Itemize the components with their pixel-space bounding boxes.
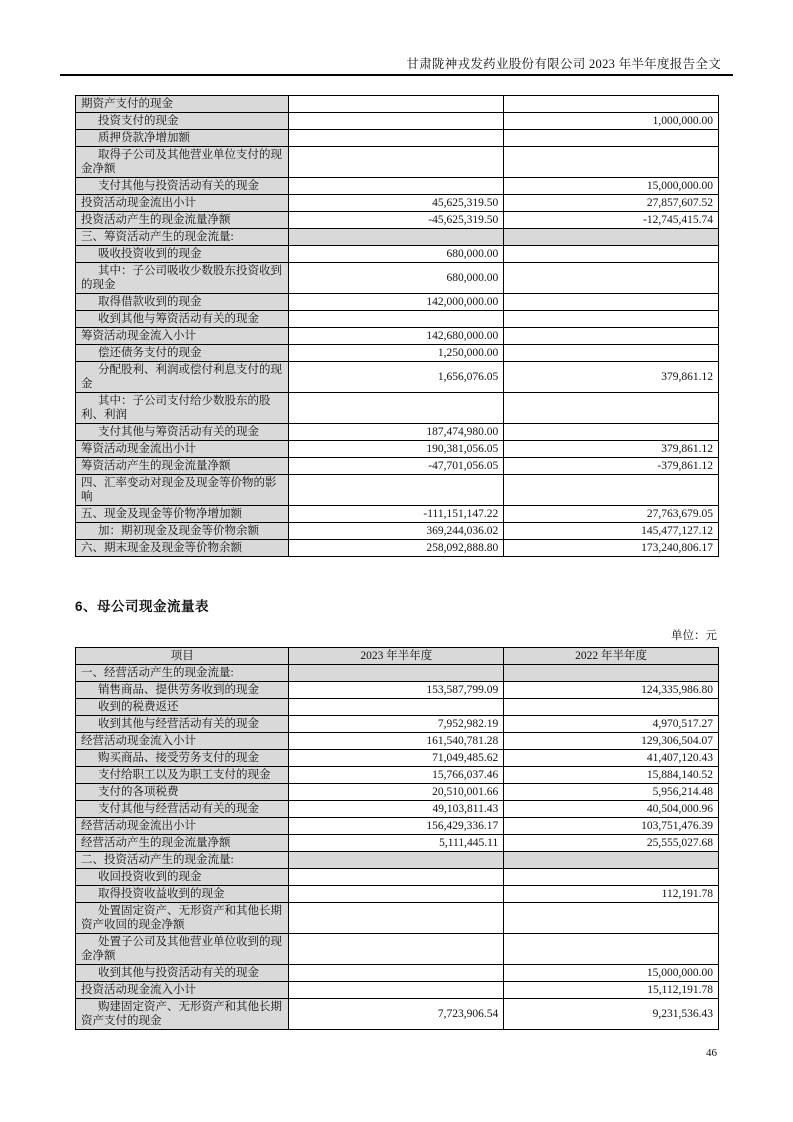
row-label: 质押贷款净增加额	[76, 130, 289, 147]
value-2022: -12,745,415.74	[504, 212, 719, 229]
table-row	[76, 540, 719, 557]
value-2023: 20,510,001.66	[289, 784, 504, 801]
value-2023	[289, 982, 504, 999]
table-row	[76, 869, 719, 886]
row-label: 收到的税费返还	[76, 699, 289, 716]
value-2023	[289, 178, 504, 195]
table-row	[76, 362, 719, 393]
value-2022: 145,477,127.12	[504, 523, 719, 540]
row-label: 处置固定资产、无形资产和其他长期资产收回的现金净额	[76, 903, 289, 934]
row-label: 投资活动现金流入小计	[76, 982, 289, 999]
row-label: 其中：子公司支付给少数股东的股利、利润	[76, 393, 289, 424]
cashflow-table-2	[75, 647, 719, 1030]
value-2022	[504, 311, 719, 328]
value-2022: 25,555,027.68	[504, 835, 719, 852]
value-2022: 5,956,214.48	[504, 784, 719, 801]
value-2023: 7,952,982.19	[289, 716, 504, 733]
row-label: 一、经营活动产生的现金流量:	[76, 665, 289, 682]
row-label: 三、筹资活动产生的现金流量:	[76, 229, 289, 246]
value-2022	[504, 903, 719, 934]
value-2022	[504, 699, 719, 716]
value-2022: 173,240,806.17	[504, 540, 719, 557]
cashflow-table-1	[75, 95, 719, 557]
parent-company-cashflow-table	[75, 647, 719, 1030]
value-2022	[504, 393, 719, 424]
table-row	[76, 113, 719, 130]
value-2023: 369,244,036.02	[289, 523, 504, 540]
value-2022: 112,191.78	[504, 886, 719, 903]
row-label: 筹资活动产生的现金流量净额	[76, 458, 289, 475]
row-label: 取得子公司及其他营业单位支付的现金净额	[76, 147, 289, 178]
value-2022: -379,861.12	[504, 458, 719, 475]
row-label: 收到其他与经营活动有关的现金	[76, 716, 289, 733]
row-label: 购买商品、接受劳务支付的现金	[76, 750, 289, 767]
table-row	[76, 523, 719, 540]
row-label: 收到其他与投资活动有关的现金	[76, 965, 289, 982]
value-2023	[289, 147, 504, 178]
value-2023: -45,625,319.50	[289, 212, 504, 229]
row-label: 筹资活动现金流入小计	[76, 328, 289, 345]
value-2022: 40,504,000.96	[504, 801, 719, 818]
table-row	[76, 801, 719, 818]
value-2022: 1,000,000.00	[504, 113, 719, 130]
row-label: 收到其他与筹资活动有关的现金	[76, 311, 289, 328]
table-row	[76, 699, 719, 716]
table-row	[76, 767, 719, 784]
value-2022	[504, 147, 719, 178]
table-row	[76, 424, 719, 441]
row-label: 筹资活动现金流出小计	[76, 441, 289, 458]
value-2022: 15,884,140.52	[504, 767, 719, 784]
value-2023: 7,723,906.54	[289, 999, 504, 1030]
value-2023	[289, 934, 504, 965]
row-label: 支付其他与经营活动有关的现金	[76, 801, 289, 818]
value-2023	[289, 311, 504, 328]
value-2023	[289, 229, 504, 246]
table-row	[76, 982, 719, 999]
table-row	[76, 475, 719, 506]
table-row	[76, 733, 719, 750]
value-2022: 27,857,607.52	[504, 195, 719, 212]
table-row	[76, 682, 719, 699]
value-2022: 129,306,504.07	[504, 733, 719, 750]
value-2023	[289, 699, 504, 716]
table-row	[76, 393, 719, 424]
value-2022	[504, 130, 719, 147]
value-2023: 71,049,485.62	[289, 750, 504, 767]
row-label: 四、汇率变动对现金及现金等价物的影响	[76, 475, 289, 506]
value-2023	[289, 96, 504, 113]
value-2022: 379,861.12	[504, 362, 719, 393]
table-row	[76, 999, 719, 1030]
value-2023: 153,587,799.09	[289, 682, 504, 699]
row-label: 经营活动产生的现金流量净额	[76, 835, 289, 852]
value-2022: 4,970,517.27	[504, 716, 719, 733]
value-2022: 15,000,000.00	[504, 178, 719, 195]
value-2023	[289, 393, 504, 424]
value-2023	[289, 113, 504, 130]
value-2022: 124,335,986.80	[504, 682, 719, 699]
value-2022	[504, 869, 719, 886]
row-label: 取得投资收益收到的现金	[76, 886, 289, 903]
value-2022	[504, 229, 719, 246]
value-2022	[504, 345, 719, 362]
row-label: 支付的各项税费	[76, 784, 289, 801]
row-label: 销售商品、提供劳务收到的现金	[76, 682, 289, 699]
value-2023: 5,111,445.11	[289, 835, 504, 852]
value-2023: 45,625,319.50	[289, 195, 504, 212]
table-row	[76, 328, 719, 345]
row-label: 经营活动现金流入小计	[76, 733, 289, 750]
table-row	[76, 458, 719, 475]
table-row	[76, 345, 719, 362]
value-2023	[289, 665, 504, 682]
value-2023: 142,000,000.00	[289, 294, 504, 311]
value-2023: 680,000.00	[289, 246, 504, 263]
value-2023: 1,656,076.05	[289, 362, 504, 393]
row-label: 分配股利、利润或偿付利息支付的现金	[76, 362, 289, 393]
value-2023: 156,429,336.17	[289, 818, 504, 835]
row-label: 五、现金及现金等价物净增加额	[76, 506, 289, 523]
header-rule-divider	[60, 74, 733, 76]
row-label: 加：期初现金及现金等价物余额	[76, 523, 289, 540]
value-2023: 190,381,056.05	[289, 441, 504, 458]
col-header-item: 项目	[76, 648, 289, 665]
table-row	[76, 246, 719, 263]
report-header-title: 甘肃陇神戎发药业股份有限公司 2023 年半年度报告全文	[406, 57, 721, 71]
table-row	[76, 229, 719, 246]
col-header-2022: 2022 年半年度	[504, 648, 719, 665]
value-2023: 15,766,037.46	[289, 767, 504, 784]
row-label: 二、投资活动产生的现金流量:	[76, 852, 289, 869]
table-row	[76, 716, 719, 733]
row-label: 处置子公司及其他营业单位收到的现金净额	[76, 934, 289, 965]
table-row	[76, 886, 719, 903]
value-2023: -111,151,147.22	[289, 506, 504, 523]
value-2023: 187,474,980.00	[289, 424, 504, 441]
value-2023: 161,540,781.28	[289, 733, 504, 750]
value-2022: 27,763,679.05	[504, 506, 719, 523]
table-row	[76, 263, 719, 294]
table-row	[76, 818, 719, 835]
section-heading: 6、母公司现金流量表	[75, 599, 210, 614]
value-2022	[504, 665, 719, 682]
table-row	[76, 147, 719, 178]
value-2023: 1,250,000.00	[289, 345, 504, 362]
value-2022	[504, 475, 719, 506]
row-label: 投资活动产生的现金流量净额	[76, 212, 289, 229]
table-row	[76, 311, 719, 328]
row-label: 六、期末现金及现金等价物余额	[76, 540, 289, 557]
row-label: 支付给职工以及为职工支付的现金	[76, 767, 289, 784]
table-row	[76, 852, 719, 869]
value-2022	[504, 424, 719, 441]
row-label: 其中：子公司吸收少数股东投资收到的现金	[76, 263, 289, 294]
row-label: 偿还债务支付的现金	[76, 345, 289, 362]
value-2023: 49,103,811.43	[289, 801, 504, 818]
table-row	[76, 294, 719, 311]
table-row	[76, 212, 719, 229]
row-label: 购建固定资产、无形资产和其他长期资产支付的现金	[76, 999, 289, 1030]
table-row	[76, 178, 719, 195]
value-2022	[504, 294, 719, 311]
table-row	[76, 784, 719, 801]
value-2022: 15,000,000.00	[504, 965, 719, 982]
value-2023: 258,092,888.80	[289, 540, 504, 557]
table-row	[76, 195, 719, 212]
unit-label: 单位：元	[671, 630, 717, 642]
table-row	[76, 934, 719, 965]
row-label: 取得借款收到的现金	[76, 294, 289, 311]
value-2023	[289, 903, 504, 934]
col-header-2023: 2023 年半年度	[289, 648, 504, 665]
value-2022: 379,861.12	[504, 441, 719, 458]
table-row	[76, 506, 719, 523]
value-2023: 142,680,000.00	[289, 328, 504, 345]
value-2023	[289, 886, 504, 903]
row-label: 收回投资收到的现金	[76, 869, 289, 886]
table-row	[76, 750, 719, 767]
value-2022	[504, 246, 719, 263]
table-row	[76, 665, 719, 682]
value-2023	[289, 869, 504, 886]
value-2023	[289, 475, 504, 506]
table-header-row	[76, 648, 719, 665]
row-label: 吸收投资收到的现金	[76, 246, 289, 263]
value-2023	[289, 852, 504, 869]
value-2022: 15,112,191.78	[504, 982, 719, 999]
value-2022	[504, 852, 719, 869]
consolidated-cashflow-table-continued	[75, 95, 719, 557]
table-row	[76, 965, 719, 982]
row-label: 投资支付的现金	[76, 113, 289, 130]
row-label: 支付其他与筹资活动有关的现金	[76, 424, 289, 441]
table-row	[76, 130, 719, 147]
row-label: 投资活动现金流出小计	[76, 195, 289, 212]
value-2023: -47,701,056.05	[289, 458, 504, 475]
value-2023	[289, 965, 504, 982]
value-2022: 9,231,536.43	[504, 999, 719, 1030]
table-row	[76, 835, 719, 852]
row-label: 支付其他与投资活动有关的现金	[76, 178, 289, 195]
row-label: 经营活动现金流出小计	[76, 818, 289, 835]
value-2023: 680,000.00	[289, 263, 504, 294]
value-2022: 103,751,476.39	[504, 818, 719, 835]
value-2022: 41,407,120.43	[504, 750, 719, 767]
row-label: 期资产支付的现金	[76, 96, 289, 113]
value-2022	[504, 96, 719, 113]
page-number: 46	[706, 1047, 717, 1059]
table-row	[76, 96, 719, 113]
table-row	[76, 903, 719, 934]
table-row	[76, 441, 719, 458]
value-2022	[504, 328, 719, 345]
value-2022	[504, 934, 719, 965]
value-2022	[504, 263, 719, 294]
value-2023	[289, 130, 504, 147]
